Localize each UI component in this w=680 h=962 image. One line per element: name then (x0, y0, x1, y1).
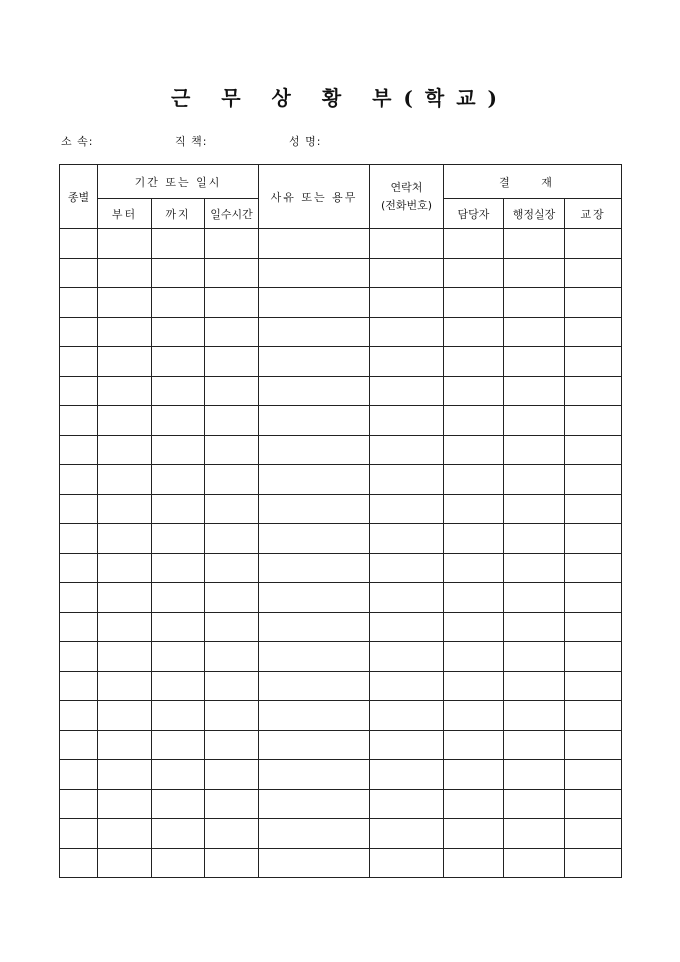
cell-reason[interactable] (259, 347, 370, 377)
header-reason: 사유 또는 용무 (259, 165, 370, 229)
cell-admin-chief[interactable] (504, 819, 565, 849)
cell-reason[interactable] (259, 376, 370, 406)
cell-category[interactable] (60, 701, 98, 731)
cell-principal[interactable] (565, 347, 622, 377)
cell-admin-chief[interactable] (504, 642, 565, 672)
cell-admin-chief[interactable] (504, 583, 565, 613)
cell-days-hours[interactable] (205, 258, 259, 288)
cell-from[interactable] (98, 642, 152, 672)
cell-from[interactable] (98, 435, 152, 465)
cell-principal[interactable] (565, 819, 622, 849)
table-row (60, 229, 622, 259)
cell-principal[interactable] (565, 258, 622, 288)
cell-contact[interactable] (370, 465, 444, 495)
cell-contact[interactable] (370, 494, 444, 524)
cell-contact[interactable] (370, 258, 444, 288)
cell-principal[interactable] (565, 435, 622, 465)
cell-admin-chief[interactable] (504, 760, 565, 790)
cell-contact[interactable] (370, 819, 444, 849)
cell-person-in-charge[interactable] (444, 583, 504, 613)
cell-to[interactable] (152, 494, 205, 524)
cell-days-hours[interactable] (205, 229, 259, 259)
cell-days-hours[interactable] (205, 317, 259, 347)
cell-person-in-charge[interactable] (444, 819, 504, 849)
table-row (60, 583, 622, 613)
cell-person-in-charge[interactable] (444, 376, 504, 406)
cell-person-in-charge[interactable] (444, 435, 504, 465)
cell-contact[interactable] (370, 848, 444, 878)
table-row (60, 819, 622, 849)
cell-reason[interactable] (259, 465, 370, 495)
table-row (60, 347, 622, 377)
table-row (60, 789, 622, 819)
cell-category[interactable] (60, 406, 98, 436)
cell-reason[interactable] (259, 317, 370, 347)
cell-person-in-charge[interactable] (444, 671, 504, 701)
cell-contact[interactable] (370, 642, 444, 672)
cell-contact[interactable] (370, 406, 444, 436)
cell-person-in-charge[interactable] (444, 760, 504, 790)
table-row (60, 288, 622, 318)
header-from: 부터 (98, 199, 152, 229)
table-row (60, 760, 622, 790)
header-period-group: 기간 또는 일시 (98, 165, 259, 199)
cell-contact[interactable] (370, 701, 444, 731)
table-row (60, 642, 622, 672)
cell-principal[interactable] (565, 701, 622, 731)
cell-admin-chief[interactable] (504, 347, 565, 377)
cell-admin-chief[interactable] (504, 612, 565, 642)
cell-person-in-charge[interactable] (444, 612, 504, 642)
cell-reason[interactable] (259, 701, 370, 731)
table-row (60, 553, 622, 583)
cell-category[interactable] (60, 819, 98, 849)
cell-from[interactable] (98, 465, 152, 495)
cell-to[interactable] (152, 701, 205, 731)
cell-admin-chief[interactable] (504, 553, 565, 583)
cell-reason[interactable] (259, 524, 370, 554)
table-row (60, 494, 622, 524)
cell-principal[interactable] (565, 494, 622, 524)
cell-admin-chief[interactable] (504, 789, 565, 819)
cell-days-hours[interactable] (205, 288, 259, 318)
cell-to[interactable] (152, 465, 205, 495)
cell-admin-chief[interactable] (504, 524, 565, 554)
cell-reason[interactable] (259, 848, 370, 878)
cell-from[interactable] (98, 406, 152, 436)
cell-reason[interactable] (259, 789, 370, 819)
cell-days-hours[interactable] (205, 789, 259, 819)
cell-days-hours[interactable] (205, 376, 259, 406)
cell-from[interactable] (98, 229, 152, 259)
cell-person-in-charge[interactable] (444, 789, 504, 819)
cell-reason[interactable] (259, 258, 370, 288)
cell-contact[interactable] (370, 229, 444, 259)
cell-days-hours[interactable] (205, 819, 259, 849)
cell-contact[interactable] (370, 524, 444, 554)
header-person-in-charge: 담당자 (444, 199, 504, 229)
cell-contact[interactable] (370, 612, 444, 642)
cell-from[interactable] (98, 494, 152, 524)
cell-admin-chief[interactable] (504, 465, 565, 495)
cell-contact[interactable] (370, 317, 444, 347)
cell-contact[interactable] (370, 583, 444, 613)
cell-contact[interactable] (370, 376, 444, 406)
cell-principal[interactable] (565, 612, 622, 642)
cell-from[interactable] (98, 376, 152, 406)
cell-reason[interactable] (259, 406, 370, 436)
cell-category[interactable] (60, 258, 98, 288)
cell-principal[interactable] (565, 848, 622, 878)
cell-reason[interactable] (259, 760, 370, 790)
cell-person-in-charge[interactable] (444, 848, 504, 878)
cell-days-hours[interactable] (205, 760, 259, 790)
cell-to[interactable] (152, 642, 205, 672)
cell-contact[interactable] (370, 789, 444, 819)
cell-principal[interactable] (565, 583, 622, 613)
cell-to[interactable] (152, 435, 205, 465)
cell-admin-chief[interactable] (504, 730, 565, 760)
cell-principal[interactable] (565, 229, 622, 259)
cell-principal[interactable] (565, 642, 622, 672)
page-title: 근 무 상 황 부(학교) (170, 86, 510, 110)
cell-admin-chief[interactable] (504, 288, 565, 318)
cell-person-in-charge[interactable] (444, 229, 504, 259)
name-label: 성 명: (289, 135, 322, 148)
cell-to[interactable] (152, 288, 205, 318)
table-row (60, 612, 622, 642)
cell-reason[interactable] (259, 730, 370, 760)
cell-contact[interactable] (370, 671, 444, 701)
cell-category[interactable] (60, 376, 98, 406)
cell-to[interactable] (152, 553, 205, 583)
cell-days-hours[interactable] (205, 642, 259, 672)
cell-from[interactable] (98, 671, 152, 701)
cell-days-hours[interactable] (205, 494, 259, 524)
cell-person-in-charge[interactable] (444, 494, 504, 524)
cell-category[interactable] (60, 317, 98, 347)
cell-principal[interactable] (565, 789, 622, 819)
table-row (60, 317, 622, 347)
cell-category[interactable] (60, 612, 98, 642)
cell-person-in-charge[interactable] (444, 524, 504, 554)
cell-to[interactable] (152, 258, 205, 288)
cell-from[interactable] (98, 524, 152, 554)
table-row (60, 730, 622, 760)
cell-principal[interactable] (565, 671, 622, 701)
affiliation-label: 소 속: (61, 135, 94, 148)
cell-from[interactable] (98, 819, 152, 849)
table-row (60, 435, 622, 465)
header-principal: 교장 (565, 199, 622, 229)
cell-to[interactable] (152, 583, 205, 613)
cell-person-in-charge[interactable] (444, 406, 504, 436)
cell-person-in-charge[interactable] (444, 288, 504, 318)
cell-to[interactable] (152, 376, 205, 406)
cell-admin-chief[interactable] (504, 494, 565, 524)
cell-category[interactable] (60, 524, 98, 554)
cell-admin-chief[interactable] (504, 435, 565, 465)
cell-to[interactable] (152, 347, 205, 377)
cell-from[interactable] (98, 701, 152, 731)
cell-person-in-charge[interactable] (444, 730, 504, 760)
cell-principal[interactable] (565, 553, 622, 583)
cell-category[interactable] (60, 760, 98, 790)
cell-principal[interactable] (565, 317, 622, 347)
cell-contact[interactable] (370, 760, 444, 790)
cell-category[interactable] (60, 730, 98, 760)
cell-days-hours[interactable] (205, 465, 259, 495)
cell-to[interactable] (152, 760, 205, 790)
header-approval-group: 결 재 (444, 165, 622, 199)
cell-category[interactable] (60, 789, 98, 819)
cell-admin-chief[interactable] (504, 848, 565, 878)
cell-principal[interactable] (565, 730, 622, 760)
cell-reason[interactable] (259, 642, 370, 672)
cell-from[interactable] (98, 612, 152, 642)
cell-reason[interactable] (259, 671, 370, 701)
table-row (60, 671, 622, 701)
cell-days-hours[interactable] (205, 730, 259, 760)
table-row (60, 406, 622, 436)
cell-principal[interactable] (565, 288, 622, 318)
cell-days-hours[interactable] (205, 583, 259, 613)
cell-person-in-charge[interactable] (444, 553, 504, 583)
work-status-table (59, 164, 622, 878)
table-row (60, 258, 622, 288)
cell-from[interactable] (98, 347, 152, 377)
cell-days-hours[interactable] (205, 671, 259, 701)
cell-reason[interactable] (259, 494, 370, 524)
cell-person-in-charge[interactable] (444, 347, 504, 377)
cell-admin-chief[interactable] (504, 406, 565, 436)
table-row (60, 701, 622, 731)
cell-contact[interactable] (370, 435, 444, 465)
cell-reason[interactable] (259, 819, 370, 849)
cell-days-hours[interactable] (205, 848, 259, 878)
cell-admin-chief[interactable] (504, 258, 565, 288)
header-admin-chief: 행정실장 (504, 199, 565, 229)
cell-from[interactable] (98, 258, 152, 288)
cell-principal[interactable] (565, 465, 622, 495)
cell-principal[interactable] (565, 524, 622, 554)
job-title-label: 직 책: (175, 135, 208, 148)
cell-contact[interactable] (370, 730, 444, 760)
table-row (60, 465, 622, 495)
header-to: 까지 (152, 199, 205, 229)
cell-principal[interactable] (565, 376, 622, 406)
cell-person-in-charge[interactable] (444, 317, 504, 347)
cell-admin-chief[interactable] (504, 376, 565, 406)
cell-days-hours[interactable] (205, 612, 259, 642)
cell-reason[interactable] (259, 612, 370, 642)
header-contact-line1: 연락처 (390, 180, 423, 194)
cell-category[interactable] (60, 848, 98, 878)
cell-admin-chief[interactable] (504, 317, 565, 347)
header-category: 종별 (60, 165, 98, 229)
cell-to[interactable] (152, 317, 205, 347)
cell-category[interactable] (60, 465, 98, 495)
cell-category[interactable] (60, 671, 98, 701)
table-row (60, 376, 622, 406)
cell-to[interactable] (152, 730, 205, 760)
cell-contact[interactable] (370, 347, 444, 377)
cell-reason[interactable] (259, 229, 370, 259)
cell-from[interactable] (98, 288, 152, 318)
cell-to[interactable] (152, 789, 205, 819)
cell-reason[interactable] (259, 553, 370, 583)
table-row (60, 524, 622, 554)
cell-reason[interactable] (259, 435, 370, 465)
cell-to[interactable] (152, 406, 205, 436)
cell-reason[interactable] (259, 288, 370, 318)
cell-principal[interactable] (565, 760, 622, 790)
cell-person-in-charge[interactable] (444, 642, 504, 672)
cell-admin-chief[interactable] (504, 671, 565, 701)
cell-category[interactable] (60, 435, 98, 465)
cell-category[interactable] (60, 553, 98, 583)
cell-from[interactable] (98, 583, 152, 613)
cell-from[interactable] (98, 317, 152, 347)
table-row (60, 848, 622, 878)
cell-days-hours[interactable] (205, 435, 259, 465)
cell-category[interactable] (60, 583, 98, 613)
cell-person-in-charge[interactable] (444, 465, 504, 495)
cell-days-hours[interactable] (205, 701, 259, 731)
cell-days-hours[interactable] (205, 347, 259, 377)
cell-days-hours[interactable] (205, 406, 259, 436)
cell-days-hours[interactable] (205, 524, 259, 554)
cell-contact[interactable] (370, 288, 444, 318)
cell-person-in-charge[interactable] (444, 701, 504, 731)
cell-principal[interactable] (565, 406, 622, 436)
cell-category[interactable] (60, 229, 98, 259)
cell-to[interactable] (152, 524, 205, 554)
cell-from[interactable] (98, 730, 152, 760)
cell-admin-chief[interactable] (504, 701, 565, 731)
cell-from[interactable] (98, 760, 152, 790)
cell-to[interactable] (152, 848, 205, 878)
cell-to[interactable] (152, 229, 205, 259)
header-contact-line2: (전화번호) (380, 198, 433, 212)
cell-category[interactable] (60, 494, 98, 524)
cell-from[interactable] (98, 553, 152, 583)
cell-person-in-charge[interactable] (444, 258, 504, 288)
cell-to[interactable] (152, 671, 205, 701)
cell-days-hours[interactable] (205, 553, 259, 583)
header-contact (370, 165, 444, 229)
cell-from[interactable] (98, 789, 152, 819)
cell-category[interactable] (60, 347, 98, 377)
cell-to[interactable] (152, 819, 205, 849)
cell-category[interactable] (60, 288, 98, 318)
cell-reason[interactable] (259, 583, 370, 613)
cell-from[interactable] (98, 848, 152, 878)
cell-contact[interactable] (370, 553, 444, 583)
table-body (60, 229, 622, 878)
cell-admin-chief[interactable] (504, 229, 565, 259)
cell-category[interactable] (60, 642, 98, 672)
cell-to[interactable] (152, 612, 205, 642)
header-days-hours: 일수시간 (205, 199, 259, 229)
